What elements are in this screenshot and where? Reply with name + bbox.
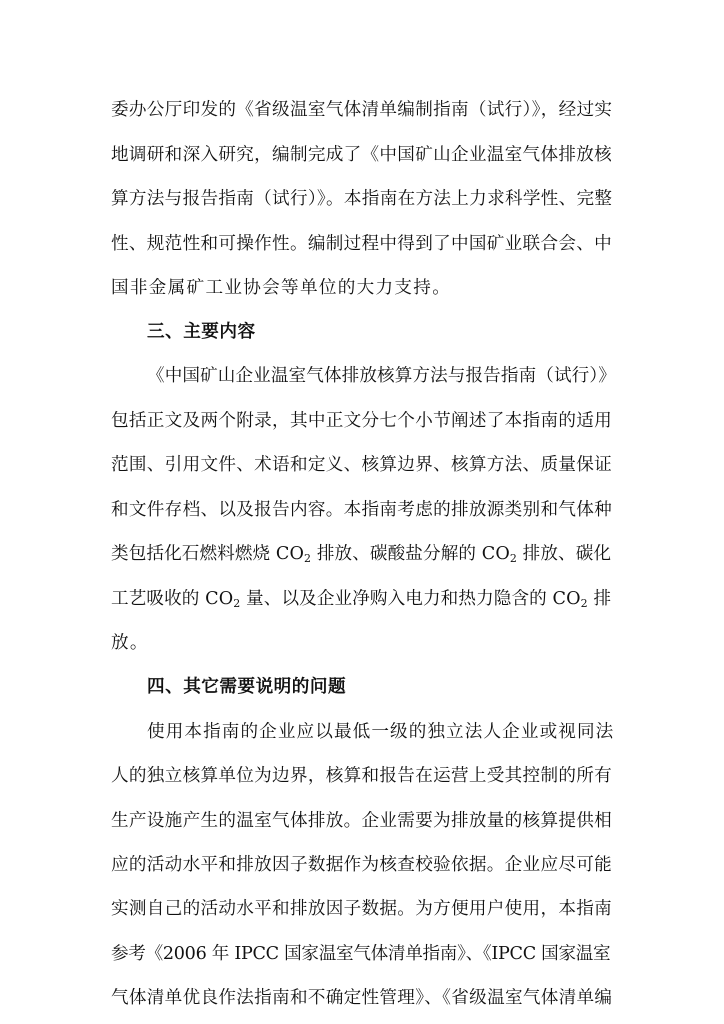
text-line: 算方法与报告指南（试行）》。本指南在方法上力求科学性、完整 xyxy=(111,189,613,209)
text-line: 实测自己的活动水平和排放因子数据。为方便用户使用，本指南 xyxy=(111,899,613,919)
text-line: 国非金属矿工业协会等单位的大力支持。 xyxy=(111,278,452,298)
text-segment: 排 xyxy=(587,589,612,609)
text-line: 性、规范性和可操作性。编制过程中得到了中国矿业联合会、中 xyxy=(111,234,613,254)
text-segment: 类包括化石燃料燃烧 CO xyxy=(111,544,305,564)
text-line: 《中国矿山企业温室气体排放核算方法与报告指南（试行）》 xyxy=(147,366,616,386)
text-line-with-co2 xyxy=(111,579,616,619)
subscript: 2 xyxy=(304,552,312,565)
section-heading-main-content: 三、主要内容 xyxy=(147,322,256,342)
subscript: 2 xyxy=(580,597,588,610)
text-line: 范围、引用文件、术语和定义、核算边界、核算方法、质量保证 xyxy=(111,455,613,475)
text-line: 放。 xyxy=(111,633,149,653)
text-line: 委办公厅印发的《省级温室气体清单编制指南（试行）》，经过实 xyxy=(111,100,613,120)
section-heading-other-notes: 四、其它需要说明的问题 xyxy=(147,677,347,697)
text-line: 人的独立核算单位为边界，核算和报告在运营上受其控制的所有 xyxy=(111,766,613,786)
text-segment: 工艺吸收的 CO xyxy=(111,589,234,609)
text-segment: 量、以及企业净购入电力和热力隐含的 CO xyxy=(240,589,581,609)
text-line: 应的活动水平和排放因子数据作为核查校验依据。企业应尽可能 xyxy=(111,855,613,875)
text-line: 使用本指南的企业应以最低一级的独立法人企业或视同法 xyxy=(147,722,615,742)
text-line: 和文件存档、以及报告内容。本指南考虑的排放源类别和气体种 xyxy=(111,500,613,520)
subscript: 2 xyxy=(233,597,241,610)
subscript: 2 xyxy=(509,552,517,565)
text-line: 生产设施产生的温室气体排放。企业需要为排放量的核算提供相 xyxy=(111,811,613,831)
text-line: 气体清单优良作法指南和不确定性管理》、《省级温室气体清单编 xyxy=(111,988,613,1008)
text-line: 地调研和深入研究，编制完成了《中国矿山企业温室气体排放核 xyxy=(111,145,613,165)
text-line: 包括正文及两个附录，其中正文分七个小节阐述了本指南的适用 xyxy=(111,411,613,431)
text-line-with-co2 xyxy=(111,534,616,574)
text-segment: 排放、碳化 xyxy=(516,544,612,564)
text-line: 参考《2006 年 IPCC 国家温室气体清单指南》、《IPCC 国家温室 xyxy=(111,944,611,964)
text-segment: 排放、碳酸盐分解的 CO xyxy=(311,544,510,564)
